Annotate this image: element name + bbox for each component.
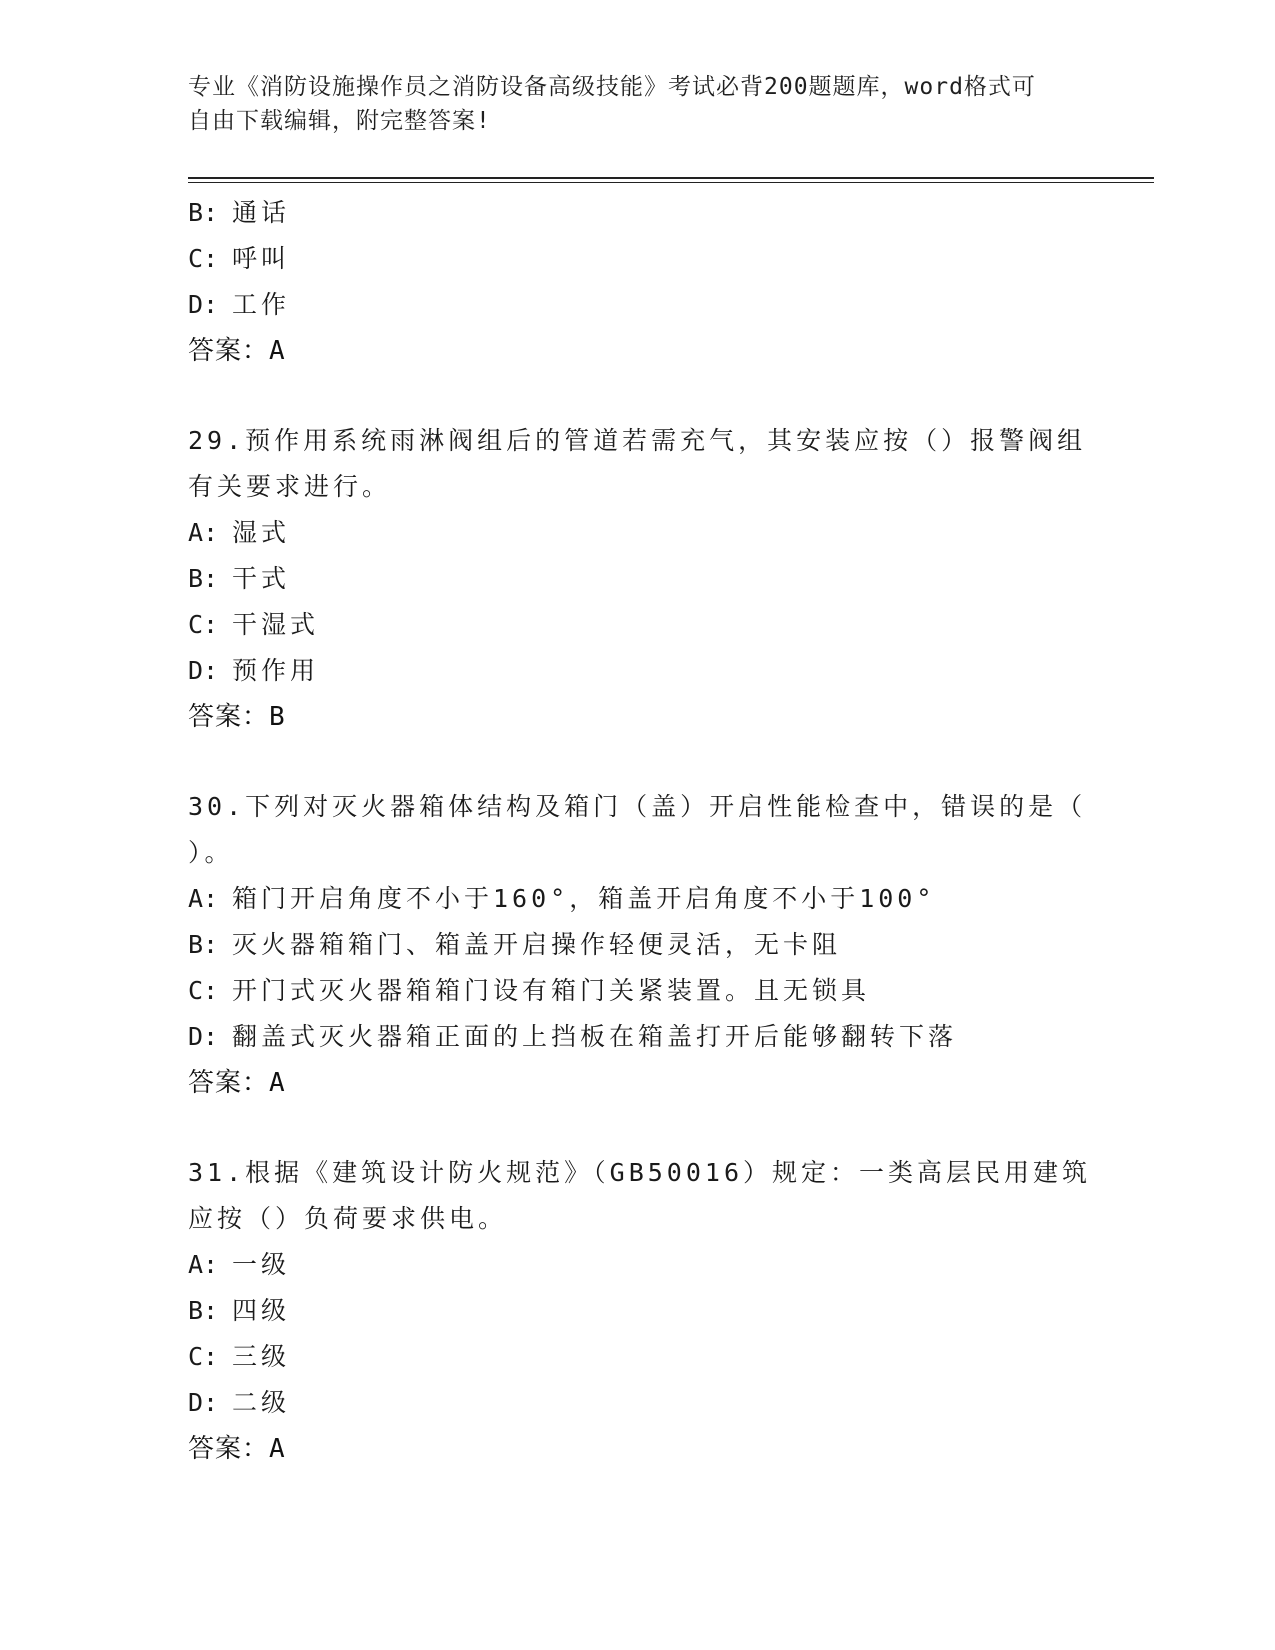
- option-text: 呼叫: [232, 244, 291, 273]
- option-letter: D:: [188, 656, 219, 685]
- option-letter: C:: [188, 610, 219, 639]
- option-letter: D:: [188, 290, 219, 319]
- option-letter: A:: [188, 884, 219, 913]
- option-d: [188, 282, 1088, 328]
- question-stem-line-1: 29.预作用系统雨淋阀组后的管道若需充气，其安装应按（）报警阀组: [188, 426, 1087, 455]
- answer-label: 答案：: [188, 702, 270, 732]
- option-text: 干湿式: [232, 610, 320, 639]
- header-line-1: 专业《消防设施操作员之消防设备高级技能》考试必背200题题库，word格式可: [188, 74, 1036, 100]
- option-letter: C:: [188, 976, 219, 1005]
- answer-line: [188, 328, 1088, 374]
- answer-value: A: [269, 336, 286, 366]
- header-divider-thin: [188, 182, 1154, 183]
- answer-label: 答案：: [188, 1434, 270, 1464]
- option-c: [188, 968, 1088, 1014]
- option-text: 四级: [232, 1296, 291, 1325]
- option-text: 二级: [232, 1388, 291, 1417]
- option-letter: D:: [188, 1022, 219, 1051]
- header-divider-thick: [188, 177, 1154, 179]
- question-stem-line-1: 31.根据《建筑设计防火规范》（GB50016）规定：一类高层民用建筑: [188, 1158, 1092, 1187]
- answer-value: B: [269, 702, 286, 732]
- question-spacer: [188, 1106, 1088, 1150]
- question-29: [188, 418, 1088, 740]
- question-28-partial: [188, 190, 1088, 374]
- option-b: [188, 1288, 1088, 1334]
- question-stem-line-2: 应按（）负荷要求供电。: [188, 1204, 508, 1233]
- question-stem-line-1: 30.下列对灭火器箱体结构及箱门（盖）开启性能检查中，错误的是（: [188, 792, 1087, 821]
- option-text: 湿式: [232, 518, 291, 547]
- option-letter: D:: [188, 1388, 219, 1417]
- answer-line: [188, 1426, 1088, 1472]
- answer-line: [188, 694, 1088, 740]
- question-list: [188, 190, 1092, 1472]
- answer-value: A: [269, 1434, 286, 1464]
- option-a: [188, 1242, 1088, 1288]
- option-text: 开门式灭火器箱箱门设有箱门关紧装置。且无锁具: [232, 976, 871, 1005]
- option-a: [188, 876, 1088, 922]
- option-letter: B:: [188, 564, 219, 593]
- document-header: [188, 70, 1088, 138]
- question-stem-line-2: ）。: [188, 838, 234, 867]
- option-d: [188, 648, 1088, 694]
- option-text: 箱门开启角度不小于160°，箱盖开启角度不小于100°: [232, 884, 936, 913]
- question-spacer: [188, 740, 1088, 784]
- option-c: [188, 602, 1088, 648]
- option-letter: B:: [188, 930, 219, 959]
- option-b: [188, 556, 1088, 602]
- option-letter: A:: [188, 518, 219, 547]
- option-d: [188, 1014, 1088, 1060]
- question-30: [188, 784, 1088, 1106]
- header-line-2: 自由下载编辑，附完整答案!: [188, 108, 491, 134]
- option-text: 翻盖式灭火器箱正面的上挡板在箱盖打开后能够翻转下落: [232, 1022, 958, 1051]
- option-letter: C:: [188, 244, 219, 273]
- option-b: [188, 922, 1088, 968]
- question-spacer: [188, 374, 1088, 418]
- option-c: [188, 236, 1088, 282]
- question-31: [188, 1150, 1092, 1472]
- answer-label: 答案：: [188, 336, 270, 366]
- option-text: 通话: [232, 198, 291, 227]
- option-text: 干式: [232, 564, 291, 593]
- option-text: 预作用: [232, 656, 320, 685]
- answer-line: [188, 1060, 1088, 1106]
- option-letter: B:: [188, 1296, 219, 1325]
- answer-value: A: [269, 1068, 286, 1098]
- question-stem-line-2: 有关要求进行。: [188, 472, 392, 501]
- option-letter: A:: [188, 1250, 219, 1279]
- option-text: 工作: [232, 290, 291, 319]
- option-letter: C:: [188, 1342, 219, 1371]
- option-a: [188, 510, 1088, 556]
- option-c: [188, 1334, 1088, 1380]
- answer-label: 答案：: [188, 1068, 270, 1098]
- option-text: 一级: [232, 1250, 291, 1279]
- option-d: [188, 1380, 1088, 1426]
- option-b: [188, 190, 1088, 236]
- option-letter: B:: [188, 198, 219, 227]
- option-text: 三级: [232, 1342, 291, 1371]
- option-text: 灭火器箱箱门、箱盖开启操作轻便灵活，无卡阻: [232, 930, 842, 959]
